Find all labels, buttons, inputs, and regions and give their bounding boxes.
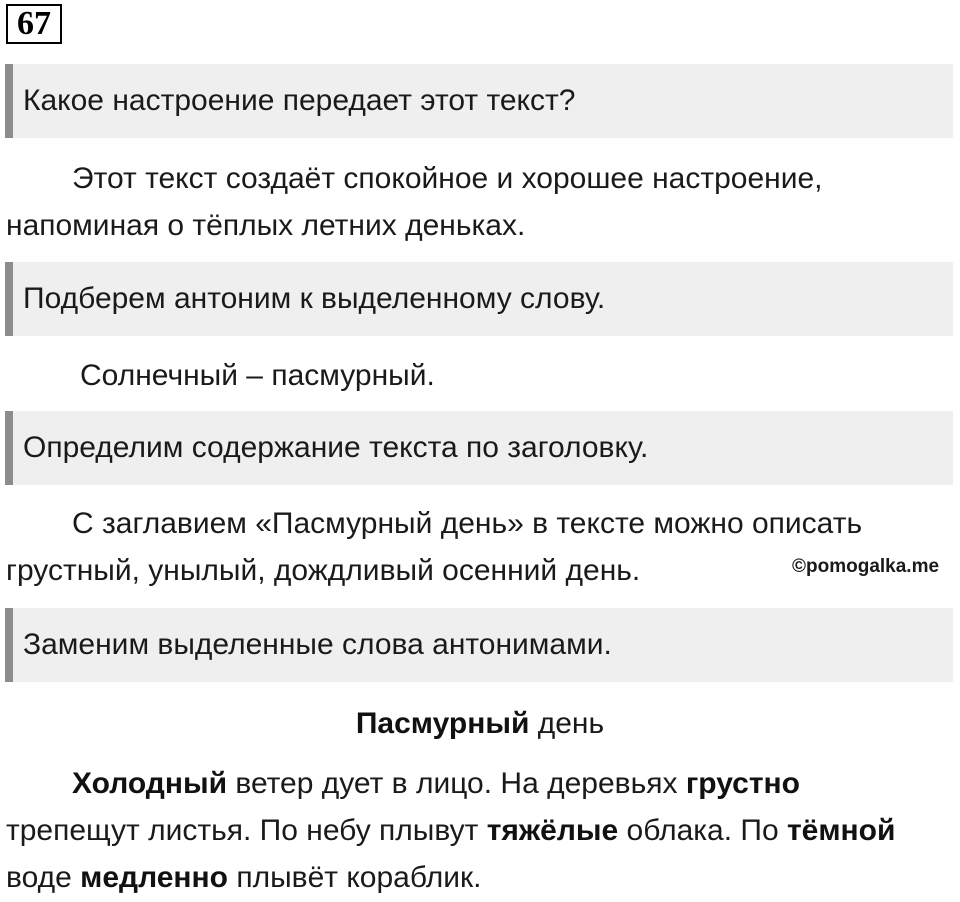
- plain-text: воде: [6, 861, 81, 894]
- question-title-content: Определим содержание текста по заголовку.: [5, 411, 953, 485]
- answer-antonym: Солнечный – пасмурный.: [80, 359, 435, 392]
- text-body: [6, 760, 951, 901]
- answer-mood-line-1: Этот текст создаёт спокойное и хорошее настроение,: [72, 162, 823, 195]
- plain-text: облака. По: [618, 814, 787, 847]
- watermark: ©pomogalka.me: [792, 556, 940, 577]
- text-body-line-2: [6, 807, 951, 854]
- answer-title-content: [6, 500, 951, 594]
- plain-text: плывёт кораблик.: [228, 861, 482, 894]
- bold-word: Холодный: [72, 767, 228, 800]
- question-mood: Какое настроение передает этот текст?: [5, 64, 953, 138]
- text-body-line-1: [6, 760, 951, 807]
- text-title-rest: день: [529, 707, 605, 740]
- answer-mood-line-2: напоминая о тёплых летних деньках.: [6, 209, 526, 242]
- bold-word: тяжёлые: [486, 814, 619, 847]
- question-replace-antonyms: Заменим выделенные слова антонимами.: [5, 608, 953, 682]
- task-number: 67: [6, 4, 62, 44]
- text-title-bold: Пасмурный: [355, 707, 530, 740]
- answer-mood: [6, 155, 951, 249]
- plain-text: трепещут листья. По небу плывут: [6, 814, 487, 847]
- text-title: [0, 700, 960, 747]
- bold-word: медленно: [80, 861, 228, 894]
- bold-word: тёмной: [786, 814, 896, 847]
- text-body-line-3: [6, 854, 951, 901]
- plain-text: ветер дует в лицо. На деревьях: [227, 767, 686, 800]
- answer-title-line-2: грустный, унылый, дождливый осенний день.: [6, 554, 641, 587]
- question-antonym: Подберем антоним к выделенному слову.: [5, 262, 953, 336]
- answer-title-line-1: С заглавием «Пасмурный день» в тексте можно описать: [72, 507, 863, 540]
- bold-word: грустно: [685, 767, 800, 800]
